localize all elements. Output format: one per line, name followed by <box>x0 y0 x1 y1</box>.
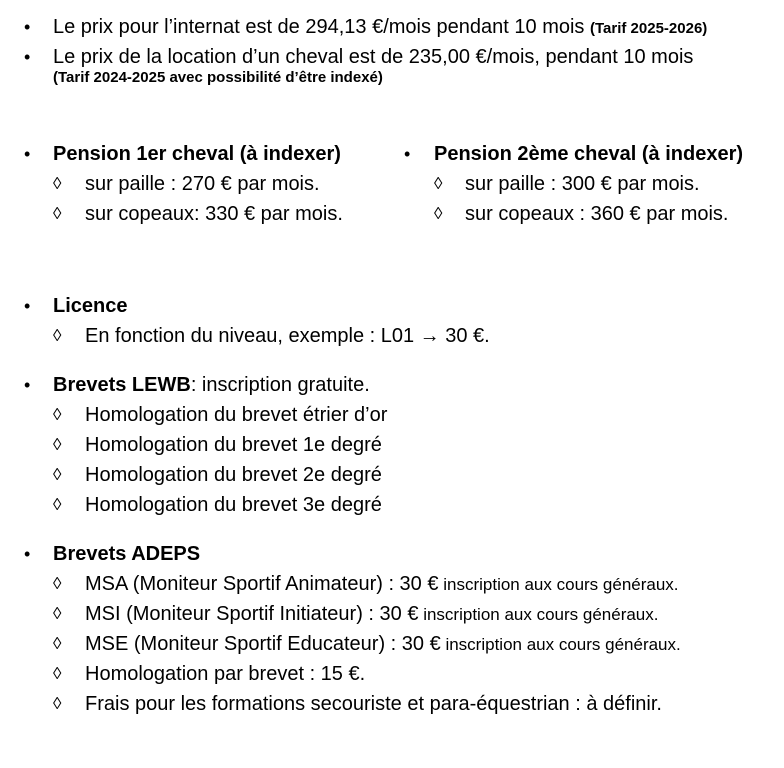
list-item-adeps <box>0 539 784 569</box>
bullet-icon: • <box>24 375 31 395</box>
bullet-icon: • <box>24 17 31 37</box>
sub-item: ◊ Homologation du brevet 1e degré <box>0 430 784 460</box>
pension2-title: Pension 2ème cheval (à indexer) <box>434 143 744 165</box>
sub-item: ◊ Frais pour les formations secouriste et para-équestrian : à définir. <box>0 689 784 719</box>
sub-item: ◊ Homologation du brevet étrier d’or <box>0 400 784 430</box>
pension2-section <box>0 139 784 229</box>
diamond-icon: ◊ <box>53 574 62 593</box>
sub-item: ◊ MSA (Moniteur Sportif Animateur) : 30 € inscription aux cours généraux. <box>0 569 784 599</box>
bullet-icon: • <box>24 144 31 164</box>
diamond-icon: ◊ <box>53 604 62 623</box>
adeps-section <box>0 539 784 719</box>
location-text: Le prix de la location d’un cheval est de 235,00 €/mois, pendant 10 mois <box>53 46 694 68</box>
sub-item: ◊ sur paille : 270 € par mois. <box>0 169 400 199</box>
sub-item: ◊ Homologation du brevet 3e degré <box>0 490 784 520</box>
bullet-icon: • <box>24 47 31 67</box>
diamond-icon: ◊ <box>53 204 62 223</box>
bullet-icon: • <box>24 544 31 564</box>
bullet-icon: • <box>404 144 411 164</box>
list-item-lewb <box>0 370 784 400</box>
diamond-icon: ◊ <box>434 174 443 193</box>
diamond-icon: ◊ <box>53 664 62 683</box>
location-note: (Tarif 2024-2025 avec possibilité d’être indexé) <box>53 69 383 86</box>
diamond-icon: ◊ <box>53 694 62 713</box>
licence-section <box>0 291 784 351</box>
licence-title: Licence <box>53 295 128 317</box>
sub-item: ◊ sur copeaux: 330 € par mois. <box>0 199 400 229</box>
diamond-icon: ◊ <box>434 204 443 223</box>
diamond-icon: ◊ <box>53 465 62 484</box>
internat-note: (Tarif 2025-2026) <box>590 20 708 37</box>
sub-item: ◊ Homologation du brevet 2e degré <box>0 460 784 490</box>
diamond-icon: ◊ <box>53 435 62 454</box>
lewb-suffix: : inscription gratuite. <box>190 374 370 396</box>
pension1-title: Pension 1er cheval (à indexer) <box>53 143 341 165</box>
diamond-icon: ◊ <box>53 174 62 193</box>
sub-item: ◊ Homologation par brevet : 15 €. <box>0 659 784 689</box>
bullet-icon: • <box>24 296 31 316</box>
adeps-title: Brevets ADEPS <box>53 543 201 565</box>
lewb-section <box>0 370 784 520</box>
sub-item: ◊ sur copeaux : 360 € par mois. <box>0 199 784 229</box>
diamond-icon: ◊ <box>53 405 62 424</box>
list-item-licence <box>0 291 784 321</box>
list-item-pension2 <box>0 139 784 169</box>
internat-text: Le prix pour l’internat est de 294,13 €/mois pendant 10 mois <box>53 16 585 38</box>
diamond-icon: ◊ <box>53 495 62 514</box>
diamond-icon: ◊ <box>53 326 62 345</box>
sub-item: ◊ En fonction du niveau, exemple : L01 → 30 €. <box>0 321 784 351</box>
diamond-icon: ◊ <box>53 634 62 653</box>
lewb-title: Brevets LEWB <box>53 374 191 396</box>
sub-item: ◊ MSE (Moniteur Sportif Educateur) : 30 € inscription aux cours généraux. <box>0 629 784 659</box>
sub-item: ◊ sur paille : 300 € par mois. <box>0 169 784 199</box>
sub-item: ◊ MSI (Moniteur Sportif Initiateur) : 30 € inscription aux cours généraux. <box>0 599 784 629</box>
